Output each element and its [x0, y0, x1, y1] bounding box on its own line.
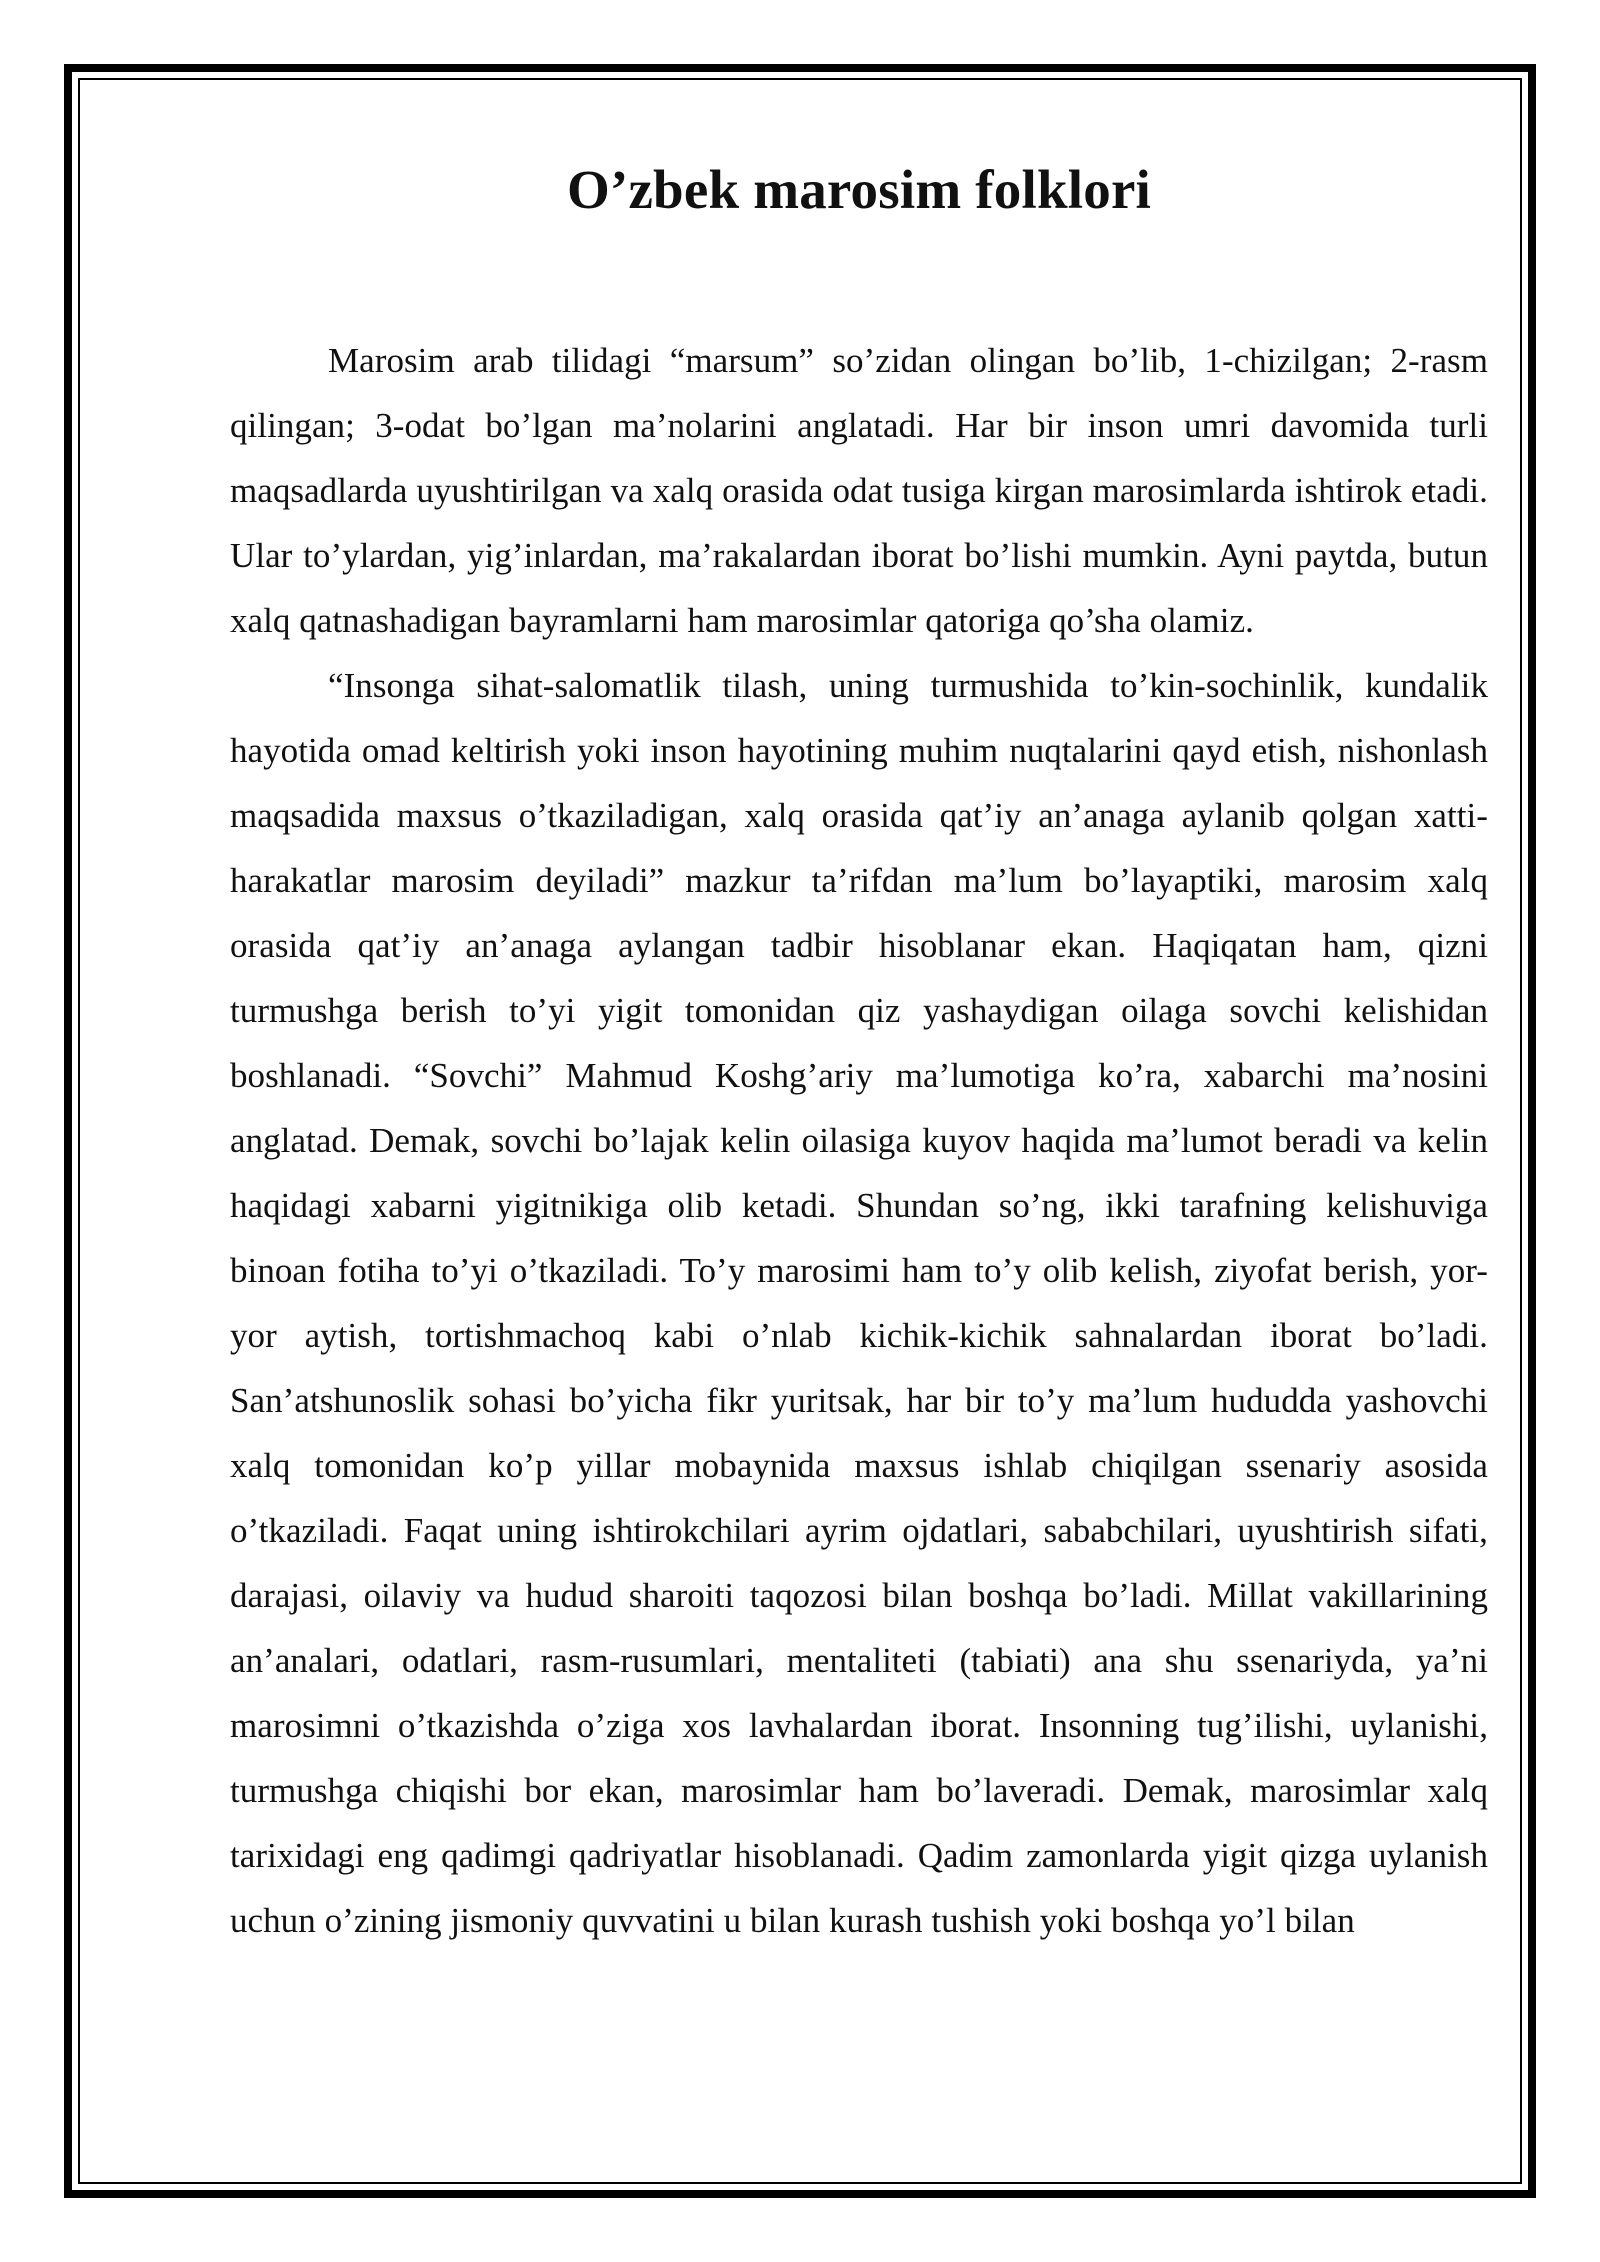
paragraph-1: Marosim arab tilidagi “marsum” so’zidan olingan bo’lib, 1-chizilgan; 2-rasm qilingan; 3-odat bo’lgan ma’nolarini anglatadi. Har bir inson umri davomida turli maqsadlarda uyushtirilgan va xalq orasida odat tusiga kirgan marosimlarda ishtirok etadi. Ular to’ylardan, yig’inlardan, ma’rakalardan iborat bo’lishi mumkin. Ayni paytda, butun xalq qatnashadigan bayramlarni ham marosimlar qatoriga qo’sha olamiz. — [230, 341, 1488, 640]
document-body — [230, 328, 1488, 1953]
paragraph-2: “Insonga sihat-salomatlik tilash, uning turmushida to’kin-sochinlik, kundalik hayotida omad keltirish yoki inson hayotining muhim nuqtalarini qayd etish, nishonlash maqsadida maxsus o’tkaziladigan, xalq orasida qat’iy an’anaga aylanib qolgan xatti-harakatlar marosim deyiladi” mazkur ta’rifdan ma’lum bo’layaptiki, marosim xalq orasida qat’iy an’anaga aylangan tadbir hisoblanar ekan. Haqiqatan ham, qizni turmushga berish to’yi yigit tomonidan qiz yashaydigan oilaga sovchi kelishidan boshlanadi. “Sovchi” Mahmud Koshg’ariy ma’lumotiga ko’ra, xabarchi ma’nosini anglatad. Demak, sovchi bo’lajak kelin oilasiga kuyov haqida ma’lumot beradi va kelin haqidagi xabarni yigitnikiga olib ketadi. Shundan so’ng, ikki tarafning kelishuviga binoan fotiha to’yi o’tkaziladi. To’y marosimi ham to’y olib kelish, ziyofat berish, yor-yor aytish, tortishmachoq kabi o’nlab kichik-kichik sahnalardan iborat bo’ladi. San’atshunoslik sohasi bo’yicha fikr yuritsak, har bir to’y ma’lum hududda yashovchi xalq tomonidan ko’p yillar mobaynida maxsus ishlab chiqilgan ssenariy asosida o’tkaziladi. Faqat uning ishtirokchilari ayrim ojdatlari, sababchilari, uyushtirish sifati, darajasi, oilaviy va hudud sharoiti taqozosi bilan boshqa bo’ladi. Millat vakillarining an’analari, odatlari, rasm-rusumlari, mentaliteti (tabiati) ana shu ssenariyda, ya’ni marosimni o’tkazishda o’ziga xos lavhalardan iborat. Insonning tug’ilishi, uylanishi, turmushga chiqishi bor ekan, marosimlar ham bo’laveradi. Demak, marosimlar xalq tarixidagi eng qadimgi qadriyatlar hisoblanadi. Qadim zamonlarda yigit qizga uylanish uchun o’zining jismoniy quvvatini u bilan kurash tushish yoki boshqa yo’l bilan — [230, 666, 1488, 1940]
document-title: O’zbek marosim folklori — [566, 159, 1152, 220]
document-content — [230, 150, 1488, 1953]
